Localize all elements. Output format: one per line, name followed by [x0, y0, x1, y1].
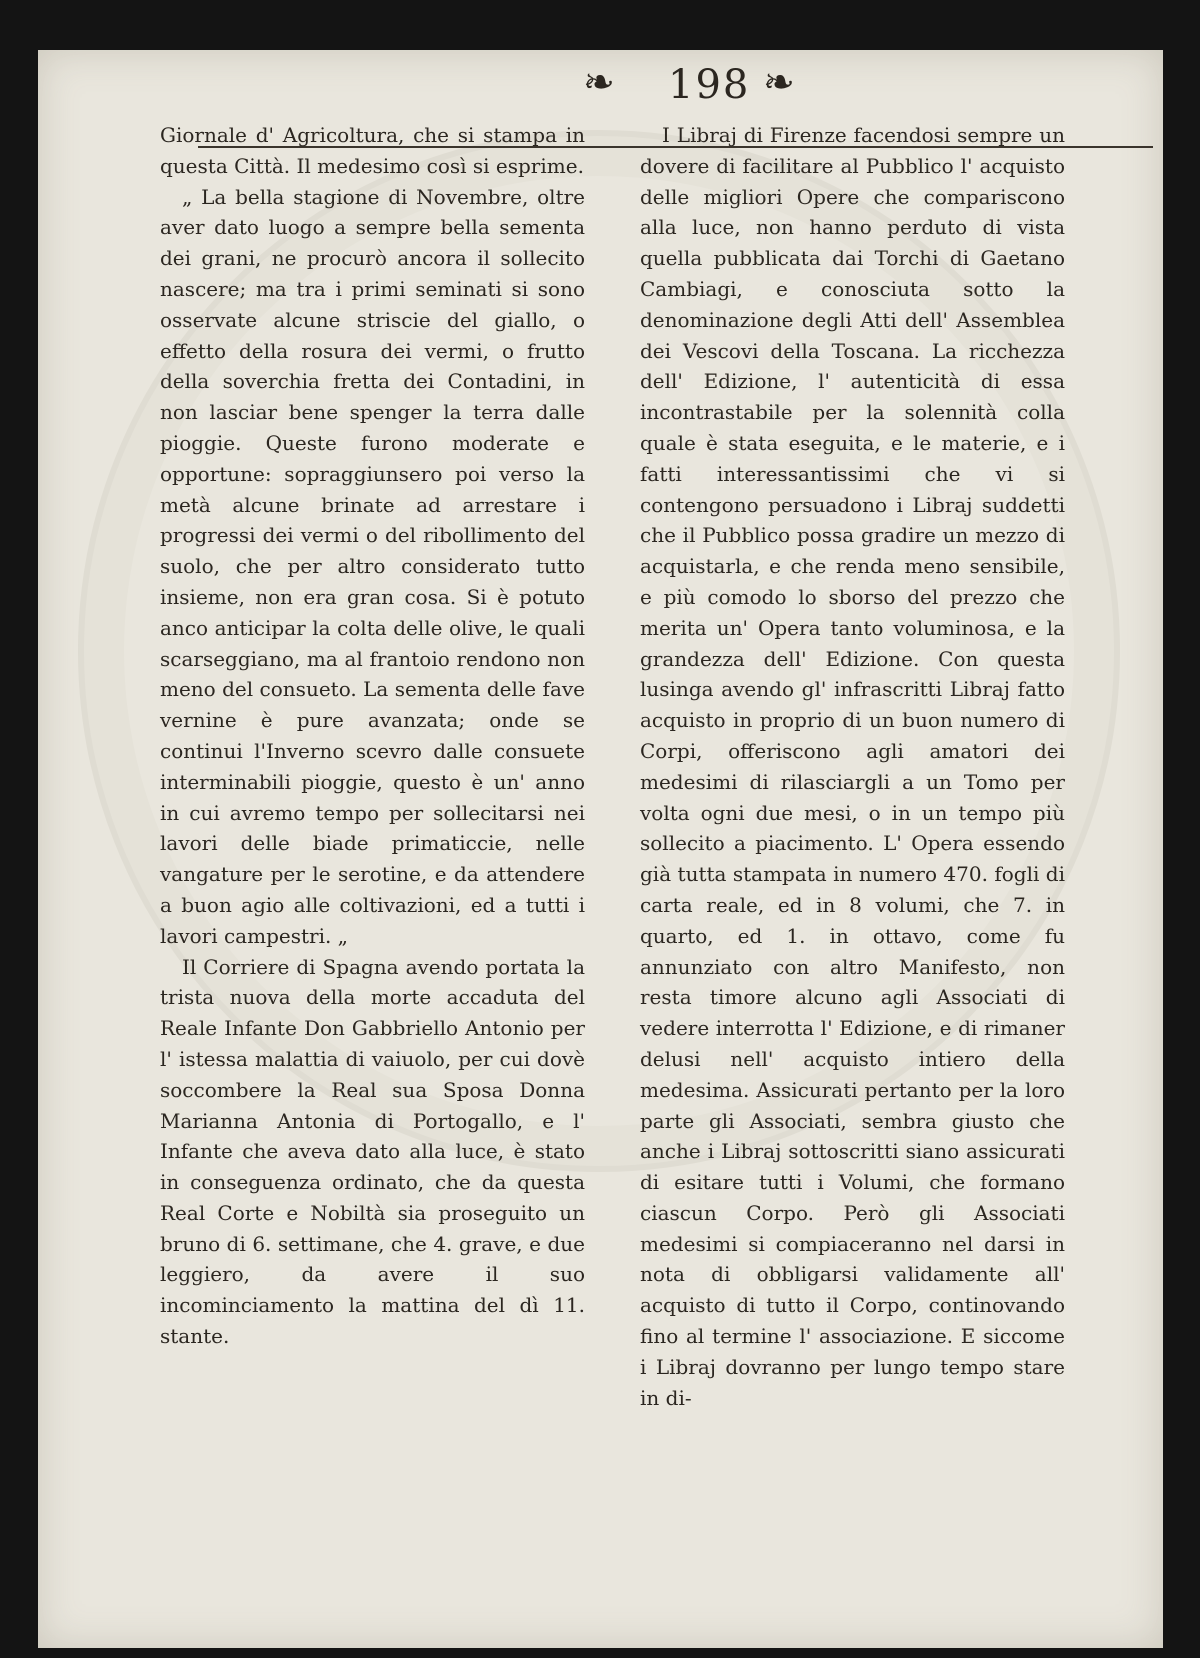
page-number: 198: [668, 62, 751, 108]
paragraph: I Libraj di Firenze facendosi sempre un dovere di facilitare al Pubblico l' acquisto delle migliori Opere che compariscono alla luce, non hanno perduto di vista quella pubblicata dai Torchi di Gaetano Cambiagi, e conosciuta sotto la denominazione degli Atti dell' Assemblea dei Vescovi della Toscana. La ricchezza dell' Edizione, l' autenticità di essa incontrastabile per la solennità colla quale è stata eseguita, e le materie, e i fatti interessantissimi che vi si contengono persuadono i Libraj suddetti che il Pubblico possa gradire un mezzo di acquistarla, e che renda meno sensibile, e più comodo lo sborso del prezzo che merita un' Opera tanto voluminosa, e la grandezza dell' Edizione. Con questa lusinga avendo gl' infrascritti Libraj fatto acquisto in proprio di un buon numero di Corpi, offeriscono agli amatori dei medesimi di rilasciargli a un Tomo per volta ogni due mesi, o in un tempo più sollecito a piacimento. L' Opera essendo già tutta stampata in numero 470. fogli di carta reale, ed in 8 volumi, che 7. in quarto, ed 1. in ottavo, come fu annunziato con altro Manifesto, non resta timore alcuno agli Associati di vedere interrotta l' Edizione, e di rimaner delusi nell' acquisto intiero della medesima. Assicurati pertanto per la loro parte gli Associati, sembra giusto che anche i Libraj sottoscritti siano assicurati di esitare tutti i Volumi, che formano ciascun Corpo. Però gli Associati medesimi si compiaceranno nel darsi in nota di obbligarsi validamente all' acquisto di tutto il Corpo, continovando fino al termine l' associazione. E siccome i Libraj dovranno per lungo tempo stare in di-: [640, 123, 1065, 1410]
left-column: [160, 120, 585, 1352]
paragraph: „ La bella stagione di Novembre, oltre aver dato luogo a sempre bella sementa dei grani, ne procurò ancora il sollecito nascere; ma tra i primi seminati si sono osservate alcune striscie del giallo, o effetto della rosura dei vermi, o frutto della soverchia fretta dei Contadini, in non lasciar bene spenger la terra dalle pioggie. Queste furono moderate e opportune: sopraggiunsero poi verso la metà alcune brinate ad arrestare i progressi dei vermi o del ribollimento del suolo, che per altro considerato tutto insieme, non era gran cosa. Si è potuto anco anticipar la colta delle olive, le quali scarseggiano, ma al frantoio rendono non meno del consueto. La sementa delle fave vernine è pure avanzata; onde se continui l'Inverno scevro dalle consuete interminabili pioggie, questo è un' anno in cui avremo tempo per sollecitarsi nei lavori delle biade primaticcie, nelle vangature per le serotine, e da attendere a buon agio alle coltivazioni, ed a tutti i lavori campestri. „: [160, 184, 585, 948]
ornament-left-icon: ❧: [583, 60, 615, 104]
paragraph: Il Corriere di Spagna avendo portata la trista nuova della morte accaduta del Reale Infante Don Gabbriello Antonio per l' istessa malattia di vaiuolo, per cui dovè soccombere la Real sua Sposa Donna Marianna Antonia di Portogallo, e l' Infante che aveva dato alla luce, è stato in conseguenza ordinato, che da questa Real Corte e Nobiltà sia proseguito un bruno di 6. settimane, che 4. grave, e due leggiero, da avere il suo incominciamento la mattina del dì 11. stante.: [160, 954, 585, 1349]
ornament-right-icon: ❧: [763, 60, 795, 104]
paragraph: Giornale d' Agricoltura, che si stampa in questa Città. Il medesimo così si esprime.: [160, 123, 585, 178]
right-column: [640, 120, 1065, 1413]
